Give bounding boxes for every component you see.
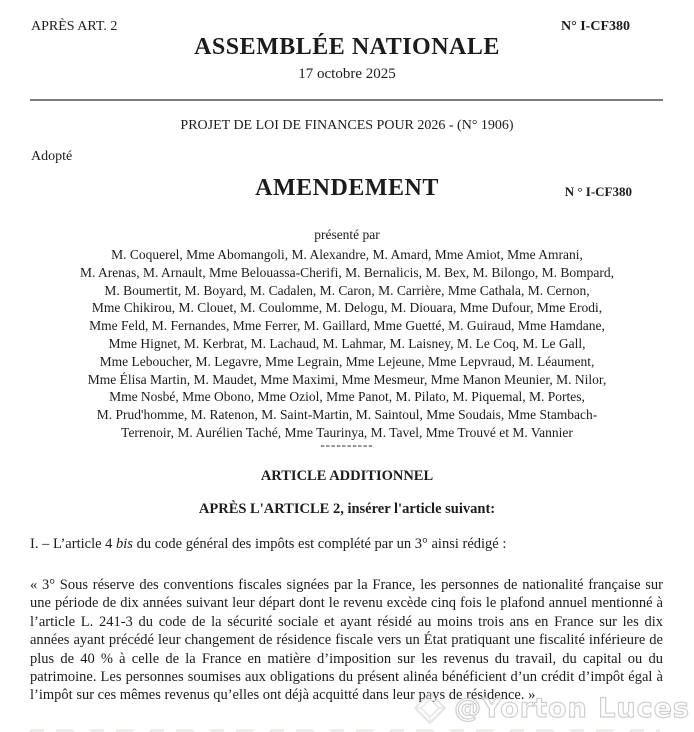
document-date: 17 octobre 2025 [298,66,396,82]
insertion-instruction-heading: APRÈS L'ARTICLE 2, insérer l'article suivant: [198,501,496,517]
signatories-line: M. Prud'homme, M. Ratenon, M. Saint-Martin, M. Saintoul, Mme Soudais, Mme Stambach- [96,407,598,423]
signatories-line: Terrenoir, M. Aurélien Taché, Mme Taurinya, M. Tavel, Mme Trouvé et M. Vannier [121,424,573,440]
status-label: Adopté [31,149,73,164]
intro-italic-bis: bis [116,536,133,552]
signatories-line: M. Arenas, M. Arnault, Mme Belouassa-Cherifi, M. Bernalicis, M. Bex, M. Bilongo, M. Bompard, [80,264,614,280]
signatories-line: Mme Leboucher, M. Legavre, Mme Legrain, Mme Lejeune, Mme Lepvraud, M. Léaument, [99,353,595,369]
header-amendment-number: N° I-CF380 [561,19,630,34]
presented-by-label: présenté par [314,227,380,242]
signatories-line: Mme Chikirou, M. Clouet, M. Coulomme, M. Delogu, M. Diouara, Mme Dufour, Mme Erodi, [91,300,603,316]
horizontal-divider [30,99,663,101]
signatories-line: M. Boumertit, M. Boyard, M. Cadalen, M. Caron, M. Carrière, Mme Cathala, M. Cernon, [104,282,590,298]
article-additionnel-heading: ARTICLE ADDITIONNEL [260,468,434,484]
article-intro-line [30,536,664,553]
watermark [412,690,690,726]
signatories-line: Mme Élisa Martin, M. Maudet, Mme Maximi, Mme Mesmeur, Mme Manon Meunier, M. Nilor, [87,371,607,387]
dash-separator: ---------- [320,437,374,452]
signatories-list [30,246,664,442]
page-title: ASSEMBLÉE NATIONALE [194,34,500,60]
amendment-title: AMENDEMENT [255,175,439,201]
watermark-handle: @Yorton Luces [454,692,690,724]
amendment-number-inline: N ° I-CF380 [564,184,632,199]
intro-suffix: du code général des impôts est complété par un 3° ainsi rédigé : [132,536,507,552]
header-article-reference: APRÈS ART. 2 [31,19,118,34]
signatories-line: Mme Feld, M. Fernandes, Mme Ferrer, M. Gaillard, Mme Guetté, M. Guiraud, Mme Hamdane, [89,318,605,334]
intro-prefix: I. – L’article 4 [30,536,117,552]
signatories-line: M. Coquerel, Mme Abomangoli, M. Alexandre, M. Amard, Mme Amiot, Mme Amrani, [111,247,583,262]
signatories-line: Mme Hignet, M. Kerbrat, M. Lachaud, M. Lahmar, M. Laisney, M. Le Coq, M. Le Gall, [108,335,586,351]
diamond-icon [412,690,448,726]
signatories-line: Mme Nosbé, Mme Obono, Mme Oziol, Mme Panot, M. Pilato, M. Piquemal, M. Portes, [109,389,585,405]
finance-bill-reference: PROJET DE LOI DE FINANCES POUR 2026 - (N° 1906) [180,118,514,133]
amendment-body-paragraph: « 3° Sous réserve des conventions fiscales signées par la France, les personnes de nationalité française sur une période de dix années suivant leur départ dont le revenu excède cinq fois le plafond annuel mentionné à l’article L. 241-3 du code de la sécurité sociale et ayant résidé au moins trois ans en France sur les dix années ayant précédé leur changement de résidence fiscale vers un État pratiquant une fiscalité inférieure de plus de 40 % à celle de la France en matière d’imposition sur les revenus du travail, du capital ou du patrimoine. Les personnes soumises aux obligations du présent alinéa bénéficient d’un crédit d’impôt égal à l’impôt sur ces mêmes revenus qu’elles ont déjà acquitté dans leur pays de résidence. » [30,577,663,704]
